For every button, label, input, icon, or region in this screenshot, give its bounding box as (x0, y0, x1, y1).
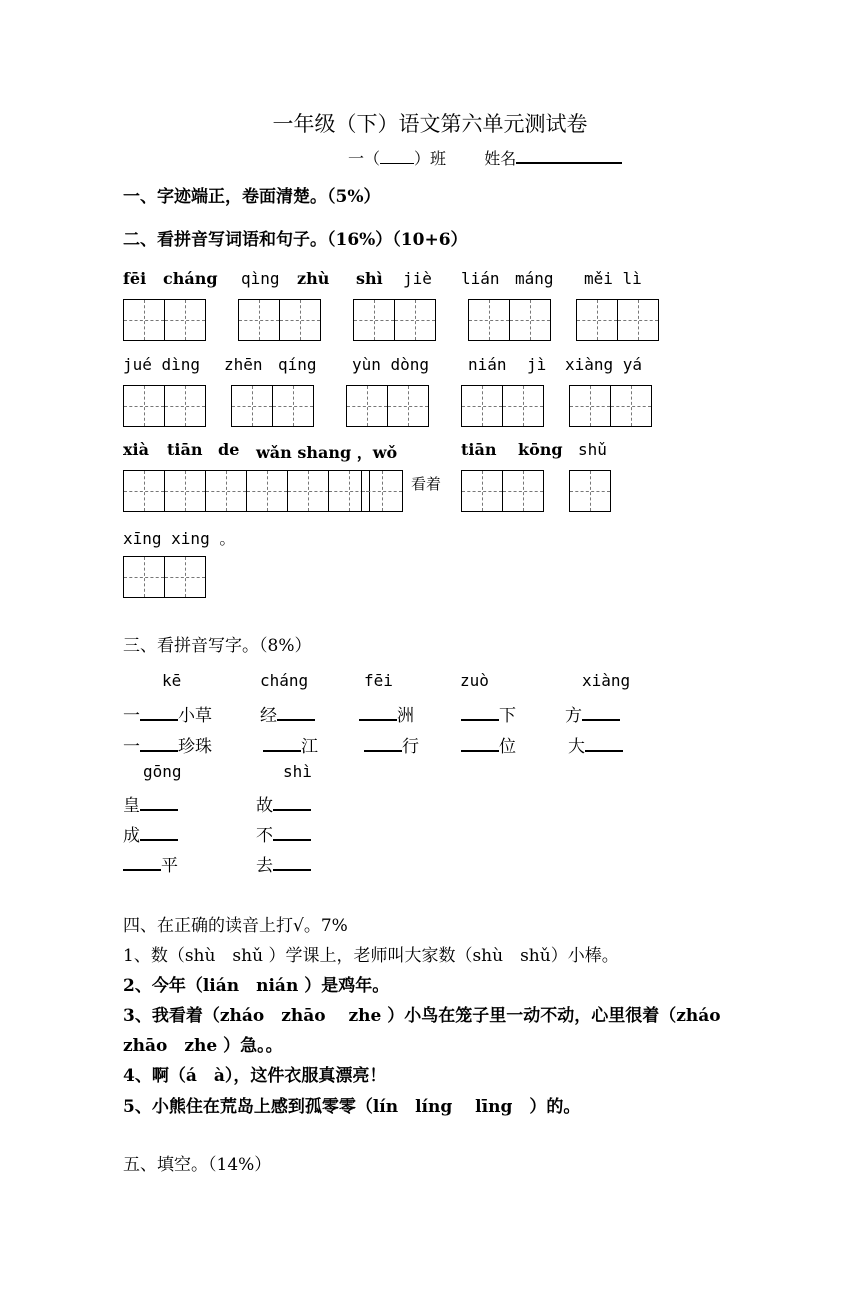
writing-grid[interactable] (231, 385, 314, 427)
fill-item: 皇 (123, 791, 178, 816)
writing-grid[interactable] (569, 470, 611, 512)
writing-grid[interactable] (361, 470, 403, 512)
pinyin: kōng (518, 440, 563, 459)
pinyin: tiān (461, 440, 497, 459)
pinyin: zuò (460, 671, 489, 690)
pinyin: cháng (260, 671, 309, 690)
writing-grid[interactable] (123, 556, 206, 598)
pinyin: shǔ (578, 440, 607, 459)
pinyin: jué dìng (123, 355, 201, 374)
class-blank[interactable] (380, 151, 414, 164)
writing-grid[interactable] (123, 385, 206, 427)
pinyin: máng (515, 269, 554, 288)
section-4-heading: 四、在正确的读音上打√。7% (123, 916, 348, 936)
pinyin: jì (527, 355, 547, 374)
question: 4、啊（á à），这件衣服真漂亮！ (123, 1066, 387, 1086)
fill-item: 行 (364, 732, 419, 757)
pinyin: lián (461, 269, 500, 288)
pinyin: nián (468, 355, 507, 374)
pinyin: qíng (278, 355, 317, 374)
fill-blank[interactable] (123, 855, 161, 871)
fill-blank[interactable] (364, 736, 402, 752)
fill-item: 洲 (359, 701, 414, 726)
pinyin: yùn dòng (352, 355, 430, 374)
fill-blank[interactable] (140, 795, 178, 811)
writing-grid[interactable] (461, 470, 544, 512)
fill-blank[interactable] (263, 736, 301, 752)
given-word: 看着 (411, 475, 442, 493)
section-3-heading: 三、看拼音写字。（8%） (123, 636, 312, 656)
name-label: 姓名 (484, 149, 517, 168)
fill-blank[interactable] (140, 736, 178, 752)
pinyin: měi lì (584, 269, 642, 288)
fill-item: 去 (256, 851, 311, 876)
section-5-heading: 五、填空。（14%） (123, 1155, 272, 1175)
pinyin: kē (162, 671, 182, 690)
pinyin: cháng (163, 269, 218, 288)
pinyin: de (218, 440, 240, 459)
pinyin: fēi (364, 671, 393, 690)
writing-grid[interactable] (576, 299, 659, 341)
fill-blank[interactable] (461, 736, 499, 752)
pinyin: zhù (297, 269, 330, 288)
question: 5、小熊住在荒岛上感到孤零零（lín líng līng ）的。 (123, 1097, 581, 1117)
pinyin: fēi (123, 269, 147, 288)
pinyin: wǎn shang ，wǒ (256, 443, 398, 462)
fill-item: 江 (263, 732, 318, 757)
fill-blank[interactable] (140, 825, 178, 841)
writing-grid[interactable] (461, 385, 544, 427)
class-suffix: ）班 (414, 149, 447, 168)
fill-blank[interactable] (359, 705, 397, 721)
fill-blank[interactable] (273, 795, 311, 811)
fill-item: 成 (123, 821, 178, 846)
fill-item: 平 (123, 851, 178, 876)
question: zhāo zhe ）急。。 (123, 1036, 283, 1056)
pinyin: xiàng (582, 671, 631, 690)
pinyin: xià (123, 440, 149, 459)
class-prefix: 一（ (348, 149, 381, 168)
fill-item: 下 (461, 701, 516, 726)
fill-item: 位 (461, 732, 516, 757)
fill-item: 一 珍珠 (123, 737, 212, 757)
writing-grid[interactable] (569, 385, 652, 427)
fill-blank[interactable] (277, 705, 315, 721)
fill-blank[interactable] (461, 705, 499, 721)
pinyin: xīng xing 。 (123, 529, 236, 548)
writing-grid[interactable] (123, 470, 370, 512)
fill-item: 一 小草 (123, 706, 212, 726)
fill-item: 经 (260, 701, 315, 726)
pinyin: shì (283, 762, 312, 781)
writing-grid[interactable] (123, 299, 206, 341)
writing-grid[interactable] (238, 299, 321, 341)
pinyin: shì (356, 269, 383, 288)
writing-grid[interactable] (468, 299, 551, 341)
fill-item: 方 (565, 701, 620, 726)
fill-blank[interactable] (140, 705, 178, 721)
section-1-heading: 一、字迹端正，卷面清楚。（5%） (123, 187, 381, 207)
pinyin: jiè (403, 269, 432, 288)
name-blank[interactable] (516, 148, 622, 164)
page-title: 一年级（下）语文第六单元测试卷 (272, 112, 588, 136)
fill-item: 故 (256, 791, 311, 816)
fill-blank[interactable] (582, 705, 620, 721)
pinyin: xiàng yá (565, 355, 643, 374)
fill-item: 大 (568, 732, 623, 757)
class-name-line (348, 146, 622, 169)
writing-grid[interactable] (353, 299, 436, 341)
pinyin: tiān (167, 440, 203, 459)
fill-blank[interactable] (273, 825, 311, 841)
section-2-heading: 二、看拼音写词语和句子。（16%）（10+6） (123, 230, 468, 250)
pinyin: zhēn (224, 355, 263, 374)
fill-blank[interactable] (273, 855, 311, 871)
question: 1、数（shù shǔ ）学课上，老师叫大家数（shù shǔ）小棒。 (123, 946, 619, 966)
writing-grid[interactable] (346, 385, 429, 427)
question: 2、今年（lián nián ）是鸡年。 (123, 976, 390, 996)
question: 3、我看着（zháo zhāo zhe ）小鸟在笼子里一动不动，心里很着（zháo (123, 1006, 721, 1026)
fill-blank[interactable] (585, 736, 623, 752)
pinyin: gōng (143, 762, 182, 781)
fill-item: 不 (256, 821, 311, 846)
pinyin: qìng (241, 269, 280, 288)
